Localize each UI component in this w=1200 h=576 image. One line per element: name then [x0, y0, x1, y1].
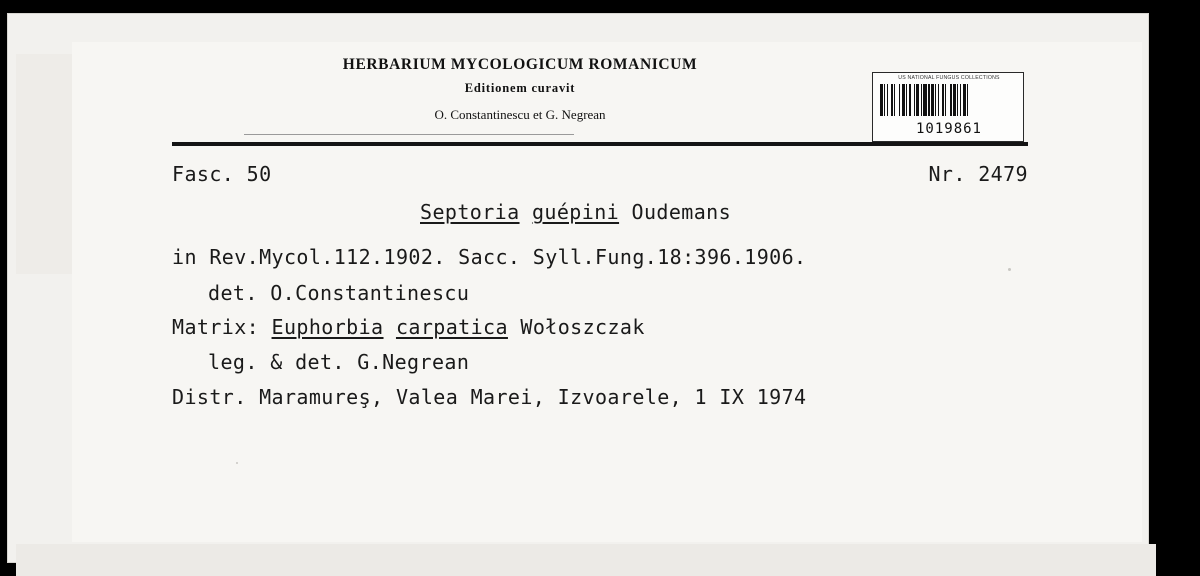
faint-dashed-line — [244, 134, 574, 135]
taxon-name — [420, 200, 731, 224]
host-species: carpatica — [395, 315, 508, 339]
barcode-caption: US NATIONAL FUNGUS COLLECTIONS — [898, 75, 1000, 81]
header-divider — [172, 142, 1028, 146]
barcode-label — [872, 72, 1024, 142]
taxon-author: Oudemans — [631, 200, 732, 224]
matrix-prefix: Matrix: — [172, 315, 272, 339]
barcode-number: 1019861 — [915, 121, 982, 137]
label-header — [170, 56, 870, 123]
institution-title: HERBARIUM MYCOLOGICUM ROMANICUM — [342, 56, 698, 73]
collection-number: Nr. 2479 — [928, 162, 1028, 186]
collector-line: leg. & det. G.Negrean — [208, 350, 470, 374]
locality-date-line: Distr. Maramureş, Valea Marei, Izvoarele, 1 IX 1974 — [172, 385, 807, 409]
paper-fold-left — [16, 54, 73, 274]
barcode-bars — [880, 84, 1018, 116]
determiner-line: det. O.Constantinescu — [208, 281, 470, 305]
host-genus: Euphorbia — [271, 315, 384, 339]
paper-fold-bottom — [16, 544, 1156, 576]
fascicle-number: Fasc. 50 — [172, 162, 272, 186]
host-matrix-line — [172, 315, 645, 339]
edition-subtitle: Editionem curavit — [464, 81, 576, 95]
publication-citation: in Rev.Mycol.112.1902. Sacc. Syll.Fung.18:396.1906. — [172, 245, 807, 269]
scan-speckle — [1008, 268, 1011, 271]
scan-speckle — [236, 462, 238, 464]
taxon-genus: Septoria — [420, 200, 520, 224]
editors-line: O. Constantinescu et G. Negrean — [434, 107, 606, 122]
host-author: Wołoszczak — [520, 315, 645, 339]
taxon-species: guépini — [531, 200, 620, 224]
